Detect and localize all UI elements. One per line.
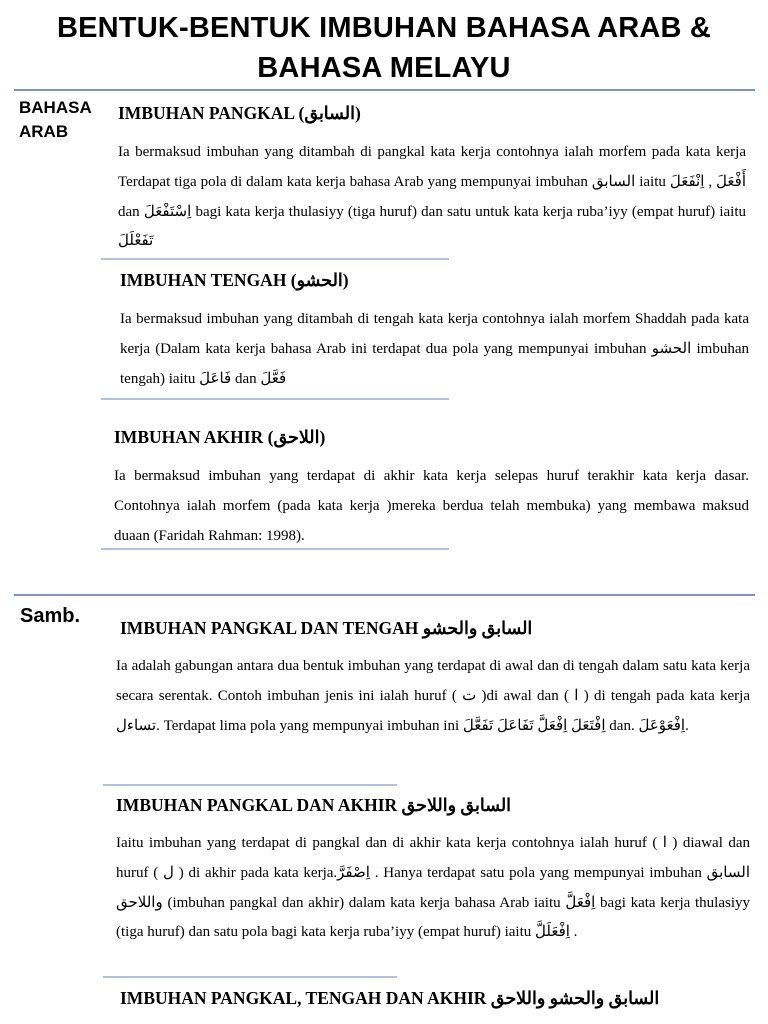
- page-title-line-2: BAHASA MELAYU: [257, 52, 511, 84]
- page-title-line-1: BENTUK-BENTUK IMBUHAN BAHASA ARAB &: [56, 12, 712, 44]
- section-divider: [101, 548, 449, 550]
- slide-divider: [14, 594, 755, 596]
- body-imbuhan-pangkal-dan-tengah: Ia adalah gabungan antara dua bentuk imbuhan yang terdapat di awal dan di tengah dalam satu kata kerja secara serentak. Contoh imbuhan jenis ini ialah huruf ( ت )di awal dan ( ا ) di tengah pada kata kerja تساءل. Terdapat lima pola yang mempunyai imbuhan ini اِفْتَعَلَ اِفْعَلَّ تَفَاعَلَ تَفَعَّلَ dan. اِفْعَوْعَلَ.: [116, 658, 751, 734]
- body-imbuhan-pangkal: Ia bermaksud imbuhan yang ditambah di pangkal kata kerja contohnya ialah morfem pada kata kerja Terdapat tiga pola di dalam kata kerja bahasa Arab yang mempunyai imbuhan السابق iaitu أَفْعَلَ , اِنْفَعَلَ dan اِسْتَفْعَلَ bagi kata kerja thulasiyy (tiga huruf) dan satu untuk kata kerja ruba’iyy (empat huruf) iaitu تَفَعْلَلَ: [118, 144, 746, 250]
- side-label-samb: Samb.: [20, 605, 81, 627]
- section-divider: [101, 258, 449, 260]
- heading-imbuhan-tengah: IMBUHAN TENGAH (الحشو): [120, 270, 349, 290]
- side-label-bahasa-arab: BAHASA ARAB: [19, 98, 92, 141]
- body-imbuhan-tengah: Ia bermaksud imbuhan yang ditambah di tengah kata kerja contohnya ialah morfem Shaddah pada kata kerja (Dalam kata kerja bahasa Arab ini terdapat dua pola yang mempunyai imbuhan الحشو imbuhan tengah) iaitu فَاعَلَ dan فَعَّلَ: [120, 311, 749, 387]
- heading-imbuhan-pangkal-tengah-dan-akhir: IMBUHAN PANGKAL, TENGAH DAN AKHIR السابق والحشو واللاحق: [120, 988, 660, 1008]
- body-imbuhan-akhir: Ia bermaksud imbuhan yang terdapat di akhir kata kerja selepas huruf terakhir kata kerja dasar. Contohnya ialah morfem (pada kata kerja )mereka berdua telah membuka) yang membawa maksud duaan (Faridah Rahman: 1998).: [114, 468, 749, 544]
- heading-imbuhan-pangkal: IMBUHAN PANGKAL (السابق): [118, 103, 361, 123]
- heading-imbuhan-akhir: IMBUHAN AKHIR (اللاحق): [114, 427, 326, 447]
- body-imbuhan-pangkal-dan-akhir: Iaitu imbuhan yang terdapat di pangkal dan di akhir kata kerja contohnya ialah huruf ( ا ) diawal dan huruf ( ل ) di akhir pada kata kerja.اِصْفَرَّ . Hanya terdapat satu pola yang mempunyai imbuhan السابق واللاحق (imbuhan pangkal dan akhir) dalam kata kerja bahasa Arab iaitu اِفْعَلَّ bagi kata kerja thulasiyy (tiga huruf) dan satu pola bagi kata kerja ruba’iyy (empat huruf) iaitu اِفْعَلَلَّ .: [116, 835, 750, 941]
- section-divider: [101, 398, 449, 400]
- heading-imbuhan-pangkal-dan-tengah: IMBUHAN PANGKAL DAN TENGAH السابق والحشو: [120, 618, 533, 638]
- page-title: [0, 8, 768, 88]
- section-divider: [103, 784, 397, 786]
- section-divider: [103, 976, 397, 978]
- heading-imbuhan-pangkal-dan-akhir: IMBUHAN PANGKAL DAN AKHIR السابق واللاحق: [116, 795, 512, 815]
- top-divider: [14, 89, 755, 91]
